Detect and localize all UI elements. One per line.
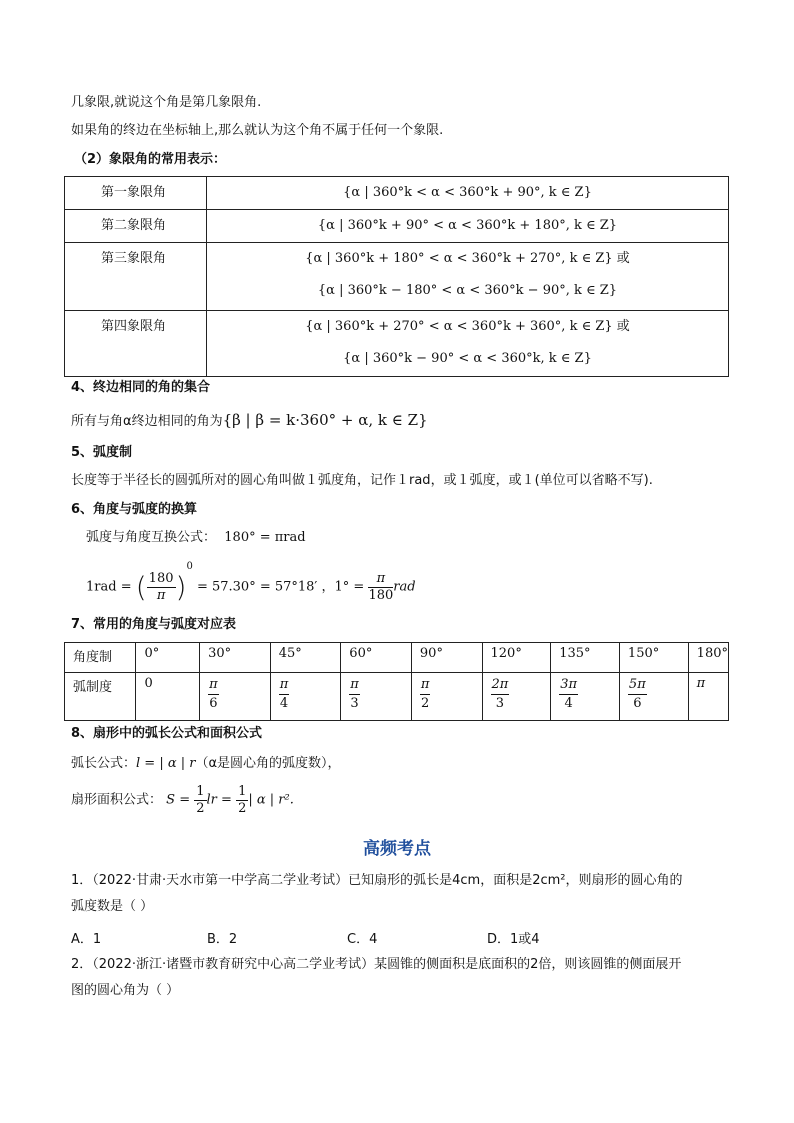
degree-cell: 135°	[551, 643, 620, 673]
degree-cell: 30°	[200, 643, 271, 673]
radian-cell: $\frac{\pi}{4}$	[270, 673, 341, 721]
q1-option-b: B．2	[207, 932, 238, 947]
quadrant-expr: {α | 360°k < α < 360°k + 90°, k ∈ Z}	[207, 177, 729, 210]
radian-cell: $\frac{2\pi}{3}$	[482, 673, 551, 721]
intro-line-2: 如果角的终边在坐标轴上,那么就认为这个角不属于任何一个象限.	[71, 123, 444, 138]
degree-row-header: 角度制	[65, 643, 136, 673]
fraction-pi-over-180: $\frac{\pi}{180}$	[368, 571, 394, 603]
question-2-line-1: 2．（2022·浙江·诸暨市教育研究中心高二学业考试）某圆锥的侧面积是底面积的2倍，则该圆锥的侧面展开	[71, 957, 682, 972]
degree-cell: 45°	[270, 643, 341, 673]
question-2-line-2: 图的圆心角为（ ）	[71, 983, 180, 998]
conversion-formula-line: 弧度与角度互换公式： 180° = πrad	[86, 530, 306, 545]
table-row	[65, 643, 729, 673]
table-row	[65, 311, 729, 377]
table-row	[65, 210, 729, 243]
table-row	[65, 673, 729, 721]
sector-area-line: 扇形面积公式： S = $\frac{1}{2}$ lr = $\frac{1}{2}$ | α | r².	[71, 784, 294, 816]
quadrant-heading: （2）象限角的常用表示：	[74, 152, 227, 167]
arc-length-line: 弧长公式：l = | α | r（α是圆心角的弧度数），	[71, 756, 341, 771]
section-5-heading: 5、弧度制	[71, 445, 133, 460]
question-1-line-1: 1．（2022·甘肃·天水市第一中学高二学业考试）已知扇形的弧长是4cm，面积是2cm²，则扇形的圆心角的	[71, 873, 683, 888]
radian-cell: 0	[136, 673, 200, 721]
radian-cell: $\frac{\pi}{3}$	[341, 673, 412, 721]
intro-line-1: 几象限,就说这个角是第几象限角.	[71, 95, 262, 110]
section-4-heading: 4、终边相同的角的集合	[71, 380, 211, 395]
same-terminal-formula: {β | β = k·360° + α, k ∈ Z}	[222, 411, 428, 429]
section-4-text: 所有与角α终边相同的角为{β | β = k·360° + α, k ∈ Z}	[71, 411, 428, 429]
rad-conversion-line: 1rad = ( $\frac{180}{\pi}$ )$^0$ = 57.30° = 57°18′ ，1° = $\frac{\pi}{180}$ rad	[86, 561, 416, 604]
section-5-text: 长度等于半径长的圆弧所对的圆心角叫做１弧度角，记作１rad，或１弧度，或１(单位可以省略不写).	[71, 473, 653, 488]
degree-cell: 150°	[619, 643, 688, 673]
radian-cell: π	[688, 673, 728, 721]
quadrant-label: 第三象限角	[65, 243, 207, 311]
quadrant-expr: {α | 360°k + 270° < α < 360°k + 360°, k ∈ Z} 或 {α | 360°k − 90° < α < 360°k, k ∈ Z}	[207, 311, 729, 377]
quadrant-table	[64, 176, 729, 377]
quadrant-label: 第一象限角	[65, 177, 207, 210]
q1-option-c: C．4	[347, 932, 378, 947]
fraction-180-over-pi: $\frac{180}{\pi}$	[148, 571, 174, 603]
quadrant-expr: {α | 360°k + 90° < α < 360°k + 180°, k ∈ Z}	[207, 210, 729, 243]
quadrant-expr: {α | 360°k + 180° < α < 360°k + 270°, k ∈ Z} 或 {α | 360°k − 180° < α < 360°k − 90°, k ∈ Z}	[207, 243, 729, 311]
degree-cell: 90°	[411, 643, 482, 673]
radian-row-header: 弧制度	[65, 673, 136, 721]
left-paren: (	[135, 570, 147, 604]
degree-cell: 120°	[482, 643, 551, 673]
angle-radian-table	[64, 642, 729, 721]
radian-cell: $\frac{\pi}{6}$	[200, 673, 271, 721]
fraction-one-half: $\frac{1}{2}$	[238, 784, 247, 816]
section-7-heading: 7、常用的角度与弧度对应表	[71, 617, 237, 632]
arc-length-formula: l = | α | r	[136, 756, 196, 771]
quadrant-label: 第二象限角	[65, 210, 207, 243]
question-1-line-2: 弧度数是（ ）	[71, 899, 154, 914]
right-paren: )	[175, 570, 187, 604]
radian-cell: $\frac{3\pi}{4}$	[551, 673, 620, 721]
radian-cell: $\frac{5\pi}{6}$	[619, 673, 688, 721]
table-row	[65, 177, 729, 210]
q1-option-a: A．1	[71, 932, 102, 947]
section-6-heading: 6、角度与弧度的换算	[71, 502, 198, 517]
fraction-one-half: $\frac{1}{2}$	[196, 784, 205, 816]
section-title: 高频考点	[363, 839, 431, 859]
degree-cell: 0°	[136, 643, 200, 673]
degree-cell: 180°	[688, 643, 728, 673]
radian-cell: $\frac{\pi}{2}$	[411, 673, 482, 721]
conversion-formula: 180° = πrad	[224, 530, 306, 545]
q1-option-d: D．1或4	[487, 932, 540, 947]
section-8-heading: 8、扇形中的弧长公式和面积公式	[71, 726, 263, 741]
quadrant-label: 第四象限角	[65, 311, 207, 377]
table-row	[65, 243, 729, 311]
degree-cell: 60°	[341, 643, 412, 673]
